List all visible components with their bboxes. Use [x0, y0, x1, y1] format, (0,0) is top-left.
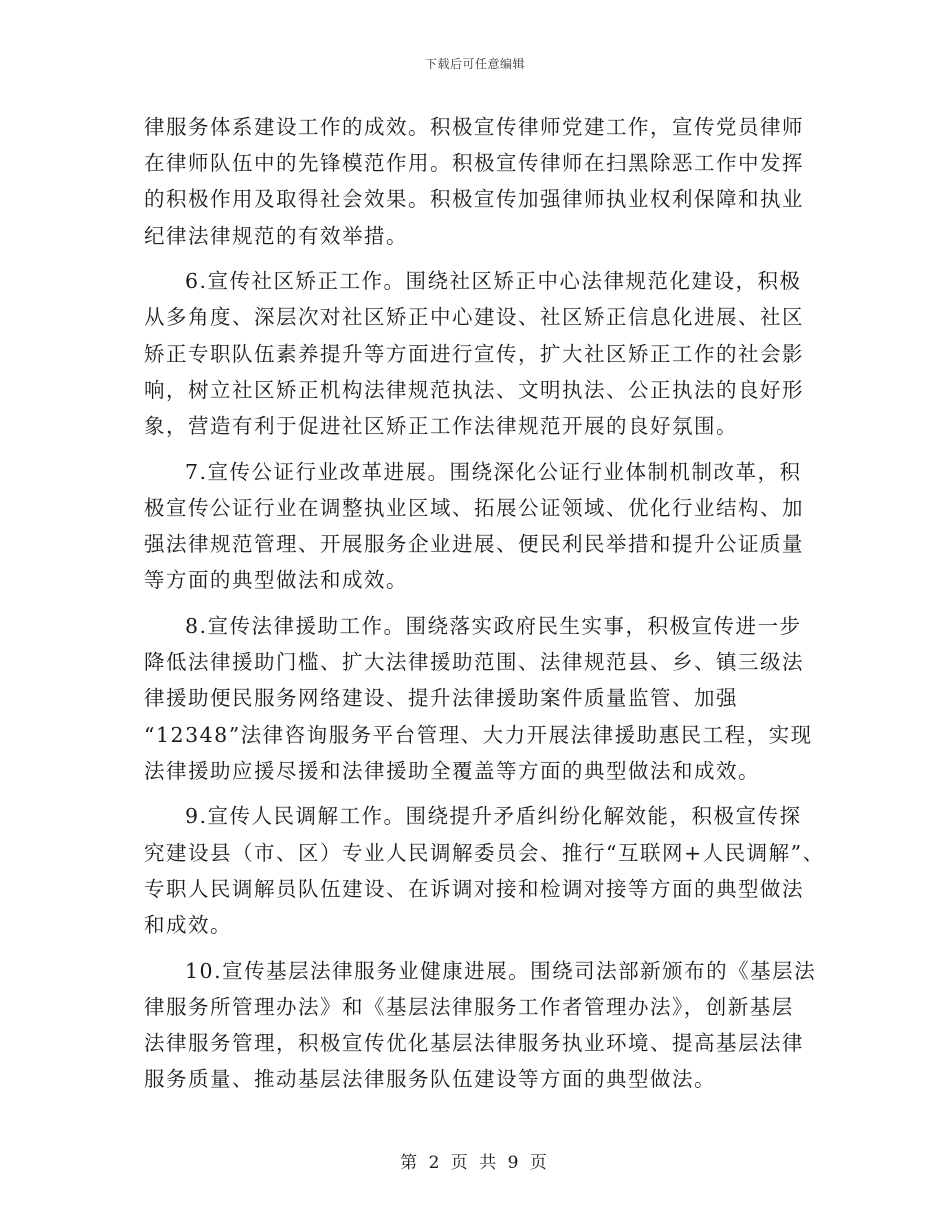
paragraph-line: 专职人民调解员队伍建设、在诉调对接和检调对接等方面的典型做法 — [144, 876, 804, 901]
paragraph-line: 究建设县（市、区）专业人民调解委员会、推行“互联网+人民调解”、 — [144, 840, 825, 865]
paragraph-line: 矫正专职队伍素养提升等方面进行宣传，扩大社区矫正工作的社会影 — [144, 341, 804, 366]
paragraph-line: 律服务所管理办法》和《基层法律服务工作者管理办法》，创新基层 — [144, 994, 794, 1019]
paragraph-line: 在律师队伍中的先锋模范作用。积极宣传律师在扫黑除恶工作中发挥 — [144, 151, 804, 176]
paragraph-line: 降低法律援助门槛、扩大法律援助范围、法律规范县、乡、镇三级法 — [144, 650, 804, 675]
paragraph-line: 律服务体系建设工作的成效。积极宣传律师党建工作，宣传党员律师 — [144, 115, 804, 139]
paragraph-lawyer-building — [144, 109, 824, 254]
paragraph-line: 6.宣传社区矫正工作。围绕社区矫正中心法律规范化建设，积极 — [185, 269, 802, 294]
paragraph-line: “12348”法律咨询服务平台管理、大力开展法律援助惠民工程，实现 — [144, 722, 813, 747]
paragraph-line: 等方面的典型做法和成效。 — [144, 568, 408, 593]
paragraph-line: 和成效。 — [144, 912, 232, 937]
page-header: 下载后可任意编辑 — [424, 57, 525, 71]
paragraph-line: 法律服务管理，积极宣传优化基层法律服务执业环境、提高基层法律 — [144, 1031, 804, 1055]
paragraph-line: 纪律法律规范的有效举措。 — [144, 223, 408, 248]
paragraph-line: 象，营造有利于促进社区矫正工作法律规范开展的良好氛围。 — [144, 414, 738, 438]
paragraph-line: 8.宣传法律援助工作。围绕落实政府民生实事，积极宣传进一步 — [185, 613, 802, 638]
paragraph-people-mediation — [144, 798, 824, 943]
page-number-footer: 第 2 页 共 9 页 — [400, 1153, 550, 1173]
paragraph-grassroots-legal-service — [144, 953, 824, 1098]
paragraph-line: 响，树立社区矫正机构法律规范执法、文明执法、公正执法的良好形 — [144, 377, 804, 402]
paragraph-legal-aid — [144, 608, 824, 789]
paragraph-line: 法律援助应援尽援和法律援助全覆盖等方面的典型做法和成效。 — [144, 758, 760, 783]
paragraph-line: 极宣传公证行业在调整执业区域、拓展公证领域、优化行业结构、加 — [144, 495, 804, 520]
paragraph-line: 10.宣传基层法律服务业健康进展。围绕司法部新颁布的《基层法 — [185, 958, 817, 983]
paragraph-notary-reform — [144, 454, 824, 599]
paragraph-line: 的积极作用及取得社会效果。积极宣传加强律师执业权利保障和执业 — [144, 187, 804, 212]
document-body — [144, 109, 824, 1097]
paragraph-line: 服务质量、推动基层法律服务队伍建设等方面的典型做法。 — [144, 1067, 716, 1092]
paragraph-line: 从多角度、深层次对社区矫正中心建设、社区矫正信息化进展、社区 — [144, 305, 804, 330]
paragraph-line: 律援助便民服务网络建设、提升法律援助案件质量监管、加强 — [144, 686, 738, 711]
paragraph-community-correction — [144, 263, 824, 444]
paragraph-line: 9.宣传人民调解工作。围绕提升矛盾纠纷化解效能，积极宣传探 — [185, 804, 802, 829]
paragraph-line: 7.宣传公证行业改革进展。围绕深化公证行业体制机制改革，积 — [185, 459, 802, 484]
paragraph-line: 强法律规范管理、开展服务企业进展、便民利民举措和提升公证质量 — [144, 532, 804, 557]
